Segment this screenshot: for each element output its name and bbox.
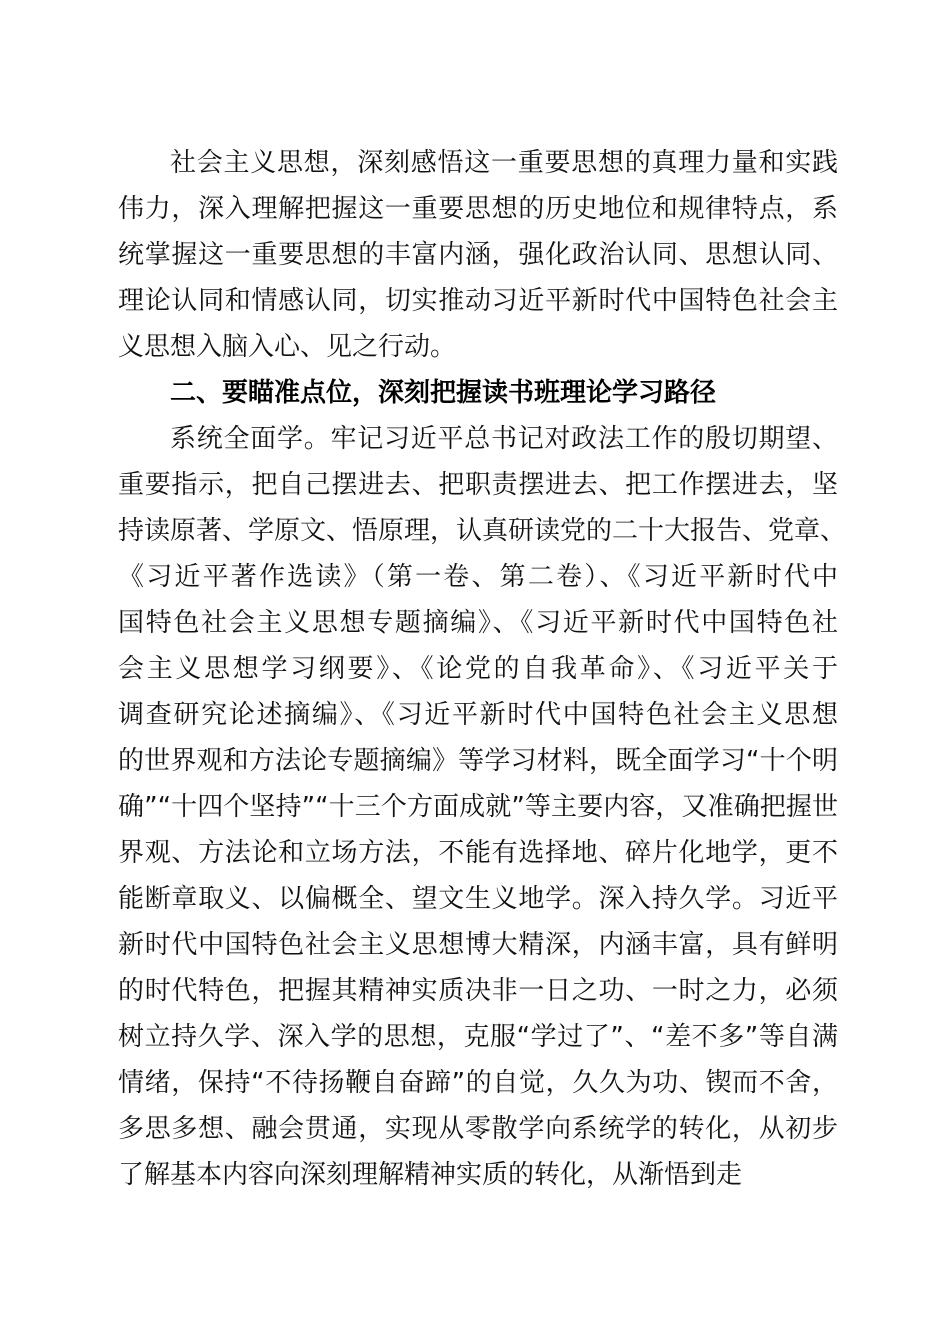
paragraph-line: 多思多想、融会贯通，实现从零散学向系统学的转化，从初步 (118, 1114, 838, 1144)
paragraph-line: 新时代中国特色社会主义思想博大精深，内涵丰富，具有鲜明 (118, 930, 838, 960)
paragraph-line: 伟力，深入理解把握这一重要思想的历史地位和规律特点，系 (118, 194, 838, 224)
paragraph-line: 统掌握这一重要思想的丰富内涵，强化政治认同、思想认同、 (118, 240, 838, 270)
paragraph-line: 重要指示，把自己摆进去、把职责摆进去、把工作摆进去，坚 (118, 470, 838, 500)
paragraph-line: 的世界观和方法论专题摘编》等学习材料，既全面学习“十个明 (118, 746, 838, 776)
paragraph-line: 国特色社会主义思想专题摘编》、《习近平新时代中国特色社 (118, 608, 838, 638)
paragraph-line: 会主义思想学习纲要》、《论党的自我革命》、《习近平关于 (118, 654, 838, 684)
paragraph-line: 了解基本内容向深刻理解精神实质的转化，从渐悟到走 (118, 1160, 743, 1190)
paragraph-line: 能断章取义、以偏概全、望文生义地学。深入持久学。习近平 (118, 884, 838, 914)
paragraph-line: 社会主义思想，深刻感悟这一重要思想的真理力量和实践 (170, 148, 838, 178)
section-heading: 二、要瞄准点位，深刻把握读书班理论学习路径 (170, 378, 717, 408)
paragraph-line: 确”“十四个坚持”“十三个方面成就”等主要内容，又准确把握世 (118, 792, 838, 822)
paragraph-line: 的时代特色，把握其精神实质决非一日之功、一时之力，必须 (118, 976, 838, 1006)
paragraph-line: 《习近平著作选读》（第一卷、第二卷）、《习近平新时代中 (118, 562, 838, 592)
paragraph-line: 界观、方法论和立场方法，不能有选择地、碎片化地学，更不 (118, 838, 838, 868)
paragraph-line: 树立持久学、深入学的思想，克服“学过了”、“差不多”等自满 (118, 1022, 838, 1052)
paragraph-line: 系统全面学。牢记习近平总书记对政法工作的殷切期望、 (170, 424, 838, 454)
paragraph-line: 持读原著、学原文、悟原理，认真研读党的二十大报告、党章、 (118, 516, 847, 546)
paragraph-line: 情绪，保持“不待扬鞭自奋蹄”的自觉，久久为功、锲而不舍， (118, 1068, 838, 1098)
paragraph-line: 调查研究论述摘编》、《习近平新时代中国特色社会主义思想 (118, 700, 838, 730)
paragraph-line: 理论认同和情感认同，切实推动习近平新时代中国特色社会主 (118, 286, 838, 316)
paragraph-line: 义思想入脑入心、见之行动。 (118, 332, 457, 362)
